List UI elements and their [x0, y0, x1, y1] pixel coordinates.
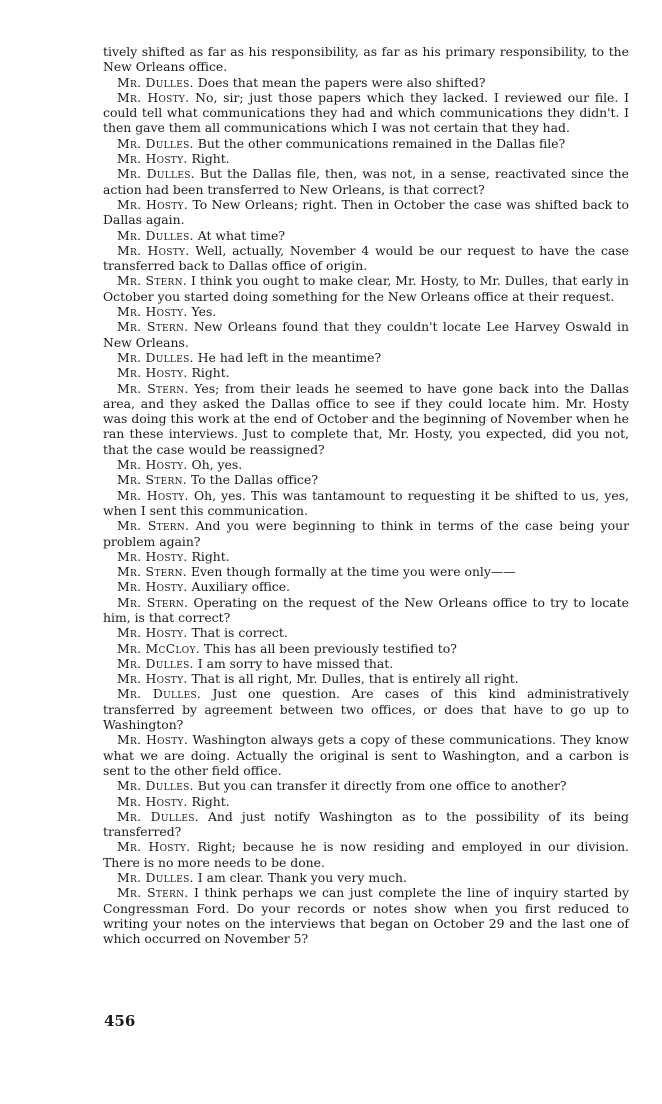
speaker-name: Mr. Dulles.: [117, 686, 202, 702]
paragraph-text: To New Orleans; right. Then in October the case was shifted back to Dallas again.: [103, 196, 629, 228]
testimony-paragraph: [103, 564, 629, 579]
paragraph-text: Oh, yes.: [191, 457, 243, 473]
paragraph-text: To the Dallas office?: [190, 472, 318, 488]
speaker-name: Mr. Dulles.: [117, 166, 195, 182]
paragraph-text: Right; because he is now residing and employed in our division. There is no more needs to be done.: [103, 839, 629, 870]
testimony-paragraph: [103, 794, 629, 809]
paragraph-text: Does that mean the papers were also shifted?: [197, 74, 486, 90]
paragraph-text: At what time?: [197, 227, 285, 243]
speaker-name: Mr. McCloy.: [117, 640, 200, 656]
speaker-name: Mr. Stern.: [117, 564, 187, 580]
speaker-name: Mr. Dulles.: [117, 227, 194, 243]
testimony-paragraph: [103, 778, 629, 793]
paragraph-text: And just notify Washington as to the possibility of its being transferred?: [103, 808, 629, 840]
paragraph-text: This has all been previously testified to?: [203, 640, 457, 656]
paragraph-text: Right.: [191, 793, 230, 809]
testimony-paragraph: [103, 457, 629, 472]
speaker-name: Mr. Hosty.: [117, 151, 188, 167]
testimony-paragraph: [103, 381, 629, 457]
paragraph-text: Well, actually, November 4 would be our request to have the case transferred back to Dallas office of origin.: [103, 242, 629, 274]
speaker-name: Mr. Hosty.: [117, 579, 188, 595]
paragraph-text: Even though formally at the time you were only——: [190, 564, 516, 580]
speaker-name: Mr. Hosty.: [117, 793, 188, 809]
testimony-paragraph: [103, 228, 629, 243]
speaker-name: Mr. Hosty.: [117, 839, 191, 855]
speaker-name: Mr. Hosty.: [117, 625, 188, 641]
speaker-name: Mr. Stern.: [117, 380, 189, 396]
testimony-paragraph: [103, 579, 629, 594]
testimony-paragraph: [103, 671, 629, 686]
testimony-paragraph: [103, 243, 629, 274]
paragraph-text: I think perhaps we can just complete the line of inquiry started by Congressman Ford. Do your records or notes show when you first reduced to writing your notes on the interviews that began on October 29 and the last one of which occurred on November 5?: [103, 885, 629, 947]
paragraph-text: He had left in the meantime?: [197, 349, 382, 365]
speaker-name: Mr. Hosty.: [117, 196, 189, 212]
paragraph-text: New Orleans found that they couldn't locate Lee Harvey Oswald in New Orleans.: [103, 319, 629, 350]
testimony-paragraph: [103, 304, 629, 319]
testimony-paragraph: [103, 44, 629, 75]
speaker-name: Mr. Dulles.: [117, 135, 194, 151]
paragraph-text: And you were beginning to think in terms of the case being your problem again?: [103, 518, 629, 549]
testimony-paragraph: [103, 641, 629, 656]
speaker-name: Mr. Hosty.: [117, 548, 188, 564]
paragraph-text: But the Dallas file, then, was not, in a sense, reactivated since the action had been transferred to New Orleans, is that correct?: [103, 166, 629, 197]
testimony-paragraph: [103, 75, 629, 90]
testimony-paragraph: [103, 595, 629, 626]
paragraph-text: Operating on the request of the New Orleans office to try to locate him, is that correct?: [103, 594, 629, 625]
speaker-name: Mr. Dulles.: [117, 349, 194, 365]
speaker-name: Mr. Hosty.: [117, 671, 188, 687]
paragraph-text: I am sorry to have missed that.: [197, 655, 394, 671]
paragraph-text: But you can transfer it directly from one office to another?: [197, 778, 567, 794]
speaker-name: Mr. Hosty.: [117, 242, 190, 258]
speaker-name: Mr. Dulles.: [117, 870, 194, 886]
paragraph-text: Yes.: [191, 304, 217, 320]
paragraph-text: I think you ought to make clear, Mr. Hosty, to Mr. Dulles, that early in October you started doing something for the New Orleans office at their request.: [103, 273, 629, 304]
paragraph-text: Right.: [191, 365, 230, 381]
paragraph-text: That is correct.: [191, 625, 288, 641]
testimony-paragraph: [103, 151, 629, 166]
speaker-name: Mr. Stern.: [117, 472, 187, 488]
speaker-name: Mr. Dulles.: [117, 778, 194, 794]
paragraph-text: Oh, yes. This was tantamount to requesting it be shifted to us, yes, when I sent this communication.: [103, 487, 629, 518]
speaker-name: Mr. Stern.: [117, 273, 188, 289]
paragraph-text: Just one question. Are cases of this kind administratively transferred by agreement between two offices, or does that have to go up to Washington?: [103, 686, 629, 733]
testimony-paragraph: [103, 839, 629, 870]
speaker-name: Mr. Hosty.: [117, 304, 188, 320]
testimony-paragraph: [103, 518, 629, 549]
paragraph-text: No, sir; just those papers which they lacked. I reviewed our file. I could tell what communications they had and which communications they didn't. I then gave them all communications which I was not certain that they had.: [103, 89, 629, 136]
testimony-paragraph: [103, 472, 629, 487]
testimony-paragraph: [103, 166, 629, 197]
testimony-paragraph: [103, 870, 629, 885]
paragraph-text: Auxiliary office.: [191, 579, 291, 595]
speaker-name: Mr. Hosty.: [117, 89, 190, 105]
testimony-text: [103, 44, 629, 947]
testimony-paragraph: [103, 488, 629, 519]
testimony-paragraph: [103, 656, 629, 671]
paragraph-text: But the other communications remained in the Dallas file?: [197, 135, 566, 151]
paragraph-text: tively shifted as far as his responsibility, as far as his primary responsibility, to the New Orleans office.: [103, 44, 629, 75]
testimony-paragraph: [103, 625, 629, 640]
speaker-name: Mr. Stern.: [117, 518, 190, 534]
testimony-paragraph: [103, 319, 629, 350]
speaker-name: Mr. Dulles.: [117, 655, 194, 671]
speaker-name: Mr. Hosty.: [117, 365, 188, 381]
speaker-name: Mr. Hosty.: [117, 487, 189, 503]
speaker-name: Mr. Hosty.: [117, 732, 189, 748]
testimony-paragraph: [103, 809, 629, 840]
speaker-name: Mr. Stern.: [117, 594, 189, 610]
paragraph-text: That is all right, Mr. Dulles, that is entirely all right.: [191, 671, 519, 687]
testimony-paragraph: [103, 686, 629, 732]
testimony-paragraph: [103, 350, 629, 365]
speaker-name: Mr. Dulles.: [117, 74, 194, 90]
testimony-paragraph: [103, 549, 629, 564]
paragraph-text: Yes; from their leads he seemed to have gone back into the Dallas area, and they asked the Dallas office to see if they could locate him. Mr. Hosty was doing this work at the end of October and the beginning of November when he ran these interviews. Just to complete that, Mr. Hosty, you expected, did you not, that the case would be reassigned?: [103, 380, 629, 457]
testimony-paragraph: [103, 136, 629, 151]
testimony-paragraph: [103, 90, 629, 136]
testimony-paragraph: [103, 365, 629, 380]
page-number: 456: [104, 1012, 136, 1030]
paragraph-text: Right.: [191, 151, 230, 167]
speaker-name: Mr. Dulles.: [117, 808, 199, 824]
paragraph-text: Right.: [191, 548, 230, 564]
testimony-paragraph: [103, 273, 629, 304]
testimony-paragraph: [103, 732, 629, 778]
speaker-name: Mr. Stern.: [117, 885, 189, 901]
paragraph-text: Washington always gets a copy of these communications. They know what we are doing. Actually the original is sent to Washington, and a carbon is sent to the other field office.: [103, 732, 629, 778]
speaker-name: Mr. Stern.: [117, 319, 189, 335]
speaker-name: Mr. Hosty.: [117, 457, 188, 473]
testimony-paragraph: [103, 197, 629, 228]
testimony-paragraph: [103, 885, 629, 946]
paragraph-text: I am clear. Thank you very much.: [197, 870, 407, 886]
